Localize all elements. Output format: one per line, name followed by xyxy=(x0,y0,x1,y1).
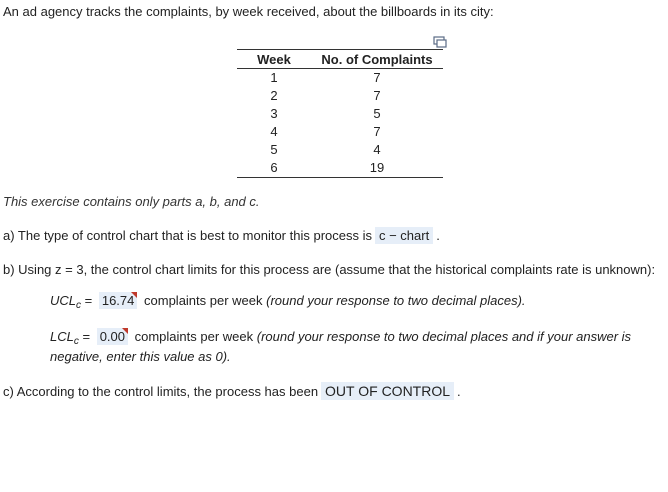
part-c-question: c) According to the control limits, the process has been OUT OF CONTROL . xyxy=(3,383,461,399)
lcl-line: $LCL_c = 0.00$ complaints per week (round your response to two decimal places and if your answer is xyxy=(50,329,632,347)
table-row xyxy=(237,69,443,88)
part-b-prompt: b) Using z = 3, the control chart limits for this process are (assume that the historical complaints rate is unknown): xyxy=(3,262,656,277)
copy-table-icon[interactable] xyxy=(433,36,447,48)
week-cell: 3 xyxy=(270,106,278,121)
table-row xyxy=(237,105,443,123)
header-week: Week xyxy=(237,50,311,69)
week-cell: 2 xyxy=(270,88,278,103)
header-complaints: No. of Complaints xyxy=(311,50,443,69)
part-a-question: a) The type of control chart that is best to monitor this process is c − chart . xyxy=(3,228,440,243)
part-c-answer[interactable]: OUT OF CONTROL xyxy=(321,382,454,400)
week-cell: 6 xyxy=(237,159,311,178)
ucl-input[interactable]: 16.74 xyxy=(99,292,138,309)
week-cell: 4 xyxy=(270,124,278,139)
problem-intro: An ad agency tracks the complaints, by week received, about the billboards in its city: xyxy=(3,4,494,19)
week-cell: 1 xyxy=(270,70,278,85)
table-row xyxy=(237,159,443,178)
complaints-cell: 19 xyxy=(311,159,443,178)
complaints-cell: 7 xyxy=(373,70,381,85)
part-a-answer[interactable]: c − chart xyxy=(375,227,433,244)
table-row xyxy=(237,141,443,159)
exercise-note: This exercise contains only parts a, b, and c. xyxy=(3,194,260,209)
week-cell: 5 xyxy=(270,142,278,157)
table-row xyxy=(237,87,443,105)
table-row xyxy=(237,123,443,141)
complaints-table xyxy=(237,49,443,178)
complaints-cell: 7 xyxy=(373,88,381,103)
complaints-cell: 7 xyxy=(373,124,381,139)
lcl-hint-continued: negative, enter this value as 0). xyxy=(50,349,231,364)
ucl-line: $UCL_c = 16.74$ complaints per week (round your response to two decimal places). xyxy=(50,293,526,311)
answer-flag-icon xyxy=(131,292,137,298)
lcl-input[interactable]: 0.00 xyxy=(97,328,128,345)
complaints-cell: 5 xyxy=(373,106,381,121)
answer-flag-icon xyxy=(122,328,128,334)
complaints-cell: 4 xyxy=(373,142,381,157)
